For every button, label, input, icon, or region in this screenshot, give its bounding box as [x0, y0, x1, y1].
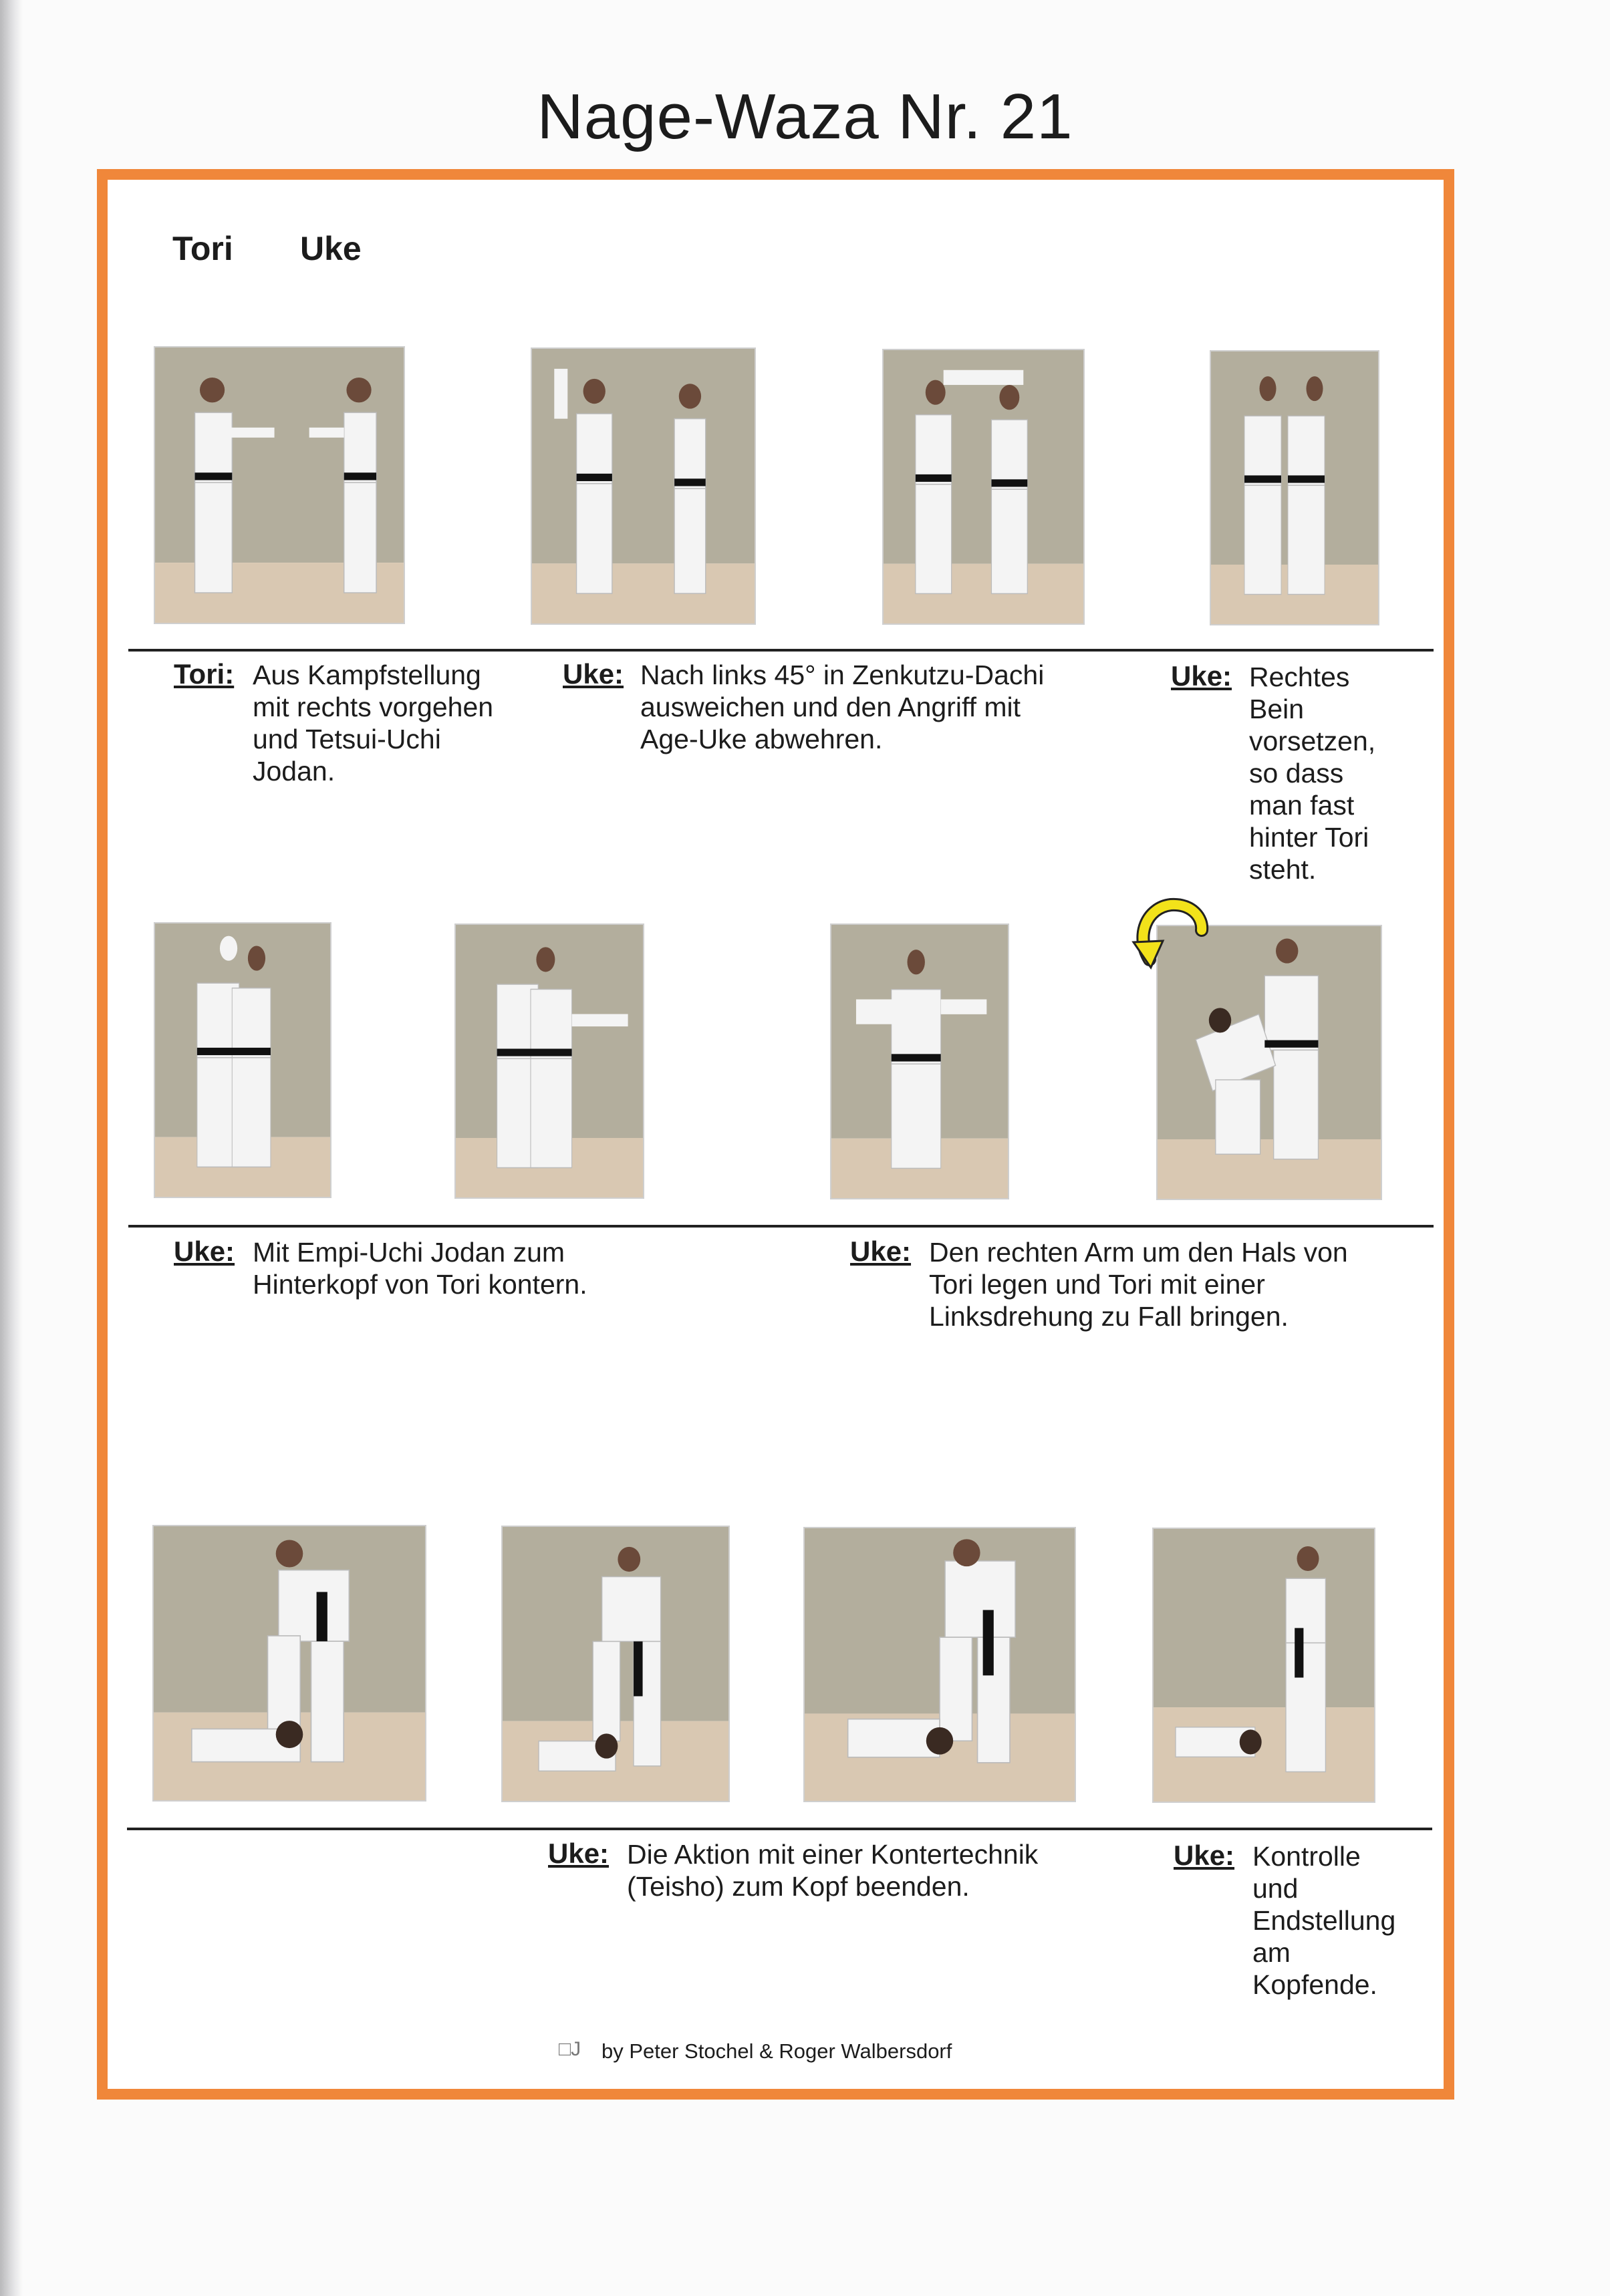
small-mark-icon: □J	[559, 2038, 581, 2060]
page-edge-shadow	[0, 0, 23, 2296]
photo-step-4	[1210, 350, 1379, 625]
header-tori: Tori	[172, 230, 233, 267]
row-3-caption-1-text: Die Aktion mit einer Kontertechnik (Teisho) zum Kopf beenden.	[627, 1839, 1039, 1902]
row-1-caption-2-label: Uke:	[563, 658, 624, 690]
row-1-caption-3-label: Uke:	[1171, 660, 1232, 692]
photo-step-10	[501, 1526, 730, 1802]
row-3-caption-2-label: Uke:	[1174, 1840, 1235, 1871]
photo-step-12	[1152, 1528, 1375, 1803]
photo-step-6	[454, 923, 644, 1199]
row-2-caption-1-text: Mit Empi-Uchi Jodan zum Hinterkopf von Tori kontern.	[253, 1237, 587, 1300]
photo-step-7	[830, 923, 1009, 1199]
row-1-caption-2-text: Nach links 45° in Zenkutzu-Dachi ausweichen und den Angriff mit Age-Uke abwehren.	[640, 660, 1045, 754]
credit-text: by Peter Stochel & Roger Walbersdorf	[601, 2039, 952, 2063]
photo-step-2	[531, 347, 756, 625]
row-3-caption-2-text: Kontrolle und Endstellung am Kopfende.	[1252, 1841, 1396, 2000]
rotation-arrow-icon	[1128, 895, 1210, 970]
row-1-caption-1-text: Aus Kampfstellung mit rechts vorgehen und Tetsui-Uchi Jodan.	[253, 660, 494, 786]
header-uke: Uke	[300, 230, 362, 267]
photo-step-1	[154, 346, 405, 624]
row-2-caption-1-label: Uke:	[174, 1236, 235, 1267]
photo-step-11	[803, 1527, 1076, 1802]
row-1-caption-1-label: Tori:	[174, 658, 235, 690]
row-2-divider	[128, 1225, 1434, 1228]
row-1-caption-3-text: Rechtes Bein vorsetzen, so dass man fast hinter Tori steht.	[1249, 662, 1376, 885]
photo-step-9	[152, 1525, 426, 1802]
page-title: Nage-Waza Nr. 21	[537, 81, 1073, 152]
row-3-divider	[127, 1828, 1432, 1830]
row-1-divider	[128, 649, 1434, 652]
row-2-caption-2-text: Den rechten Arm um den Hals von Tori legen und Tori mit einer Linksdrehung zu Fall bringen.	[929, 1237, 1348, 1332]
row-2-caption-2-label: Uke:	[850, 1236, 912, 1267]
photo-step-3	[882, 349, 1085, 625]
photo-step-5	[154, 922, 331, 1198]
row-3-caption-1-label: Uke:	[548, 1838, 610, 1869]
